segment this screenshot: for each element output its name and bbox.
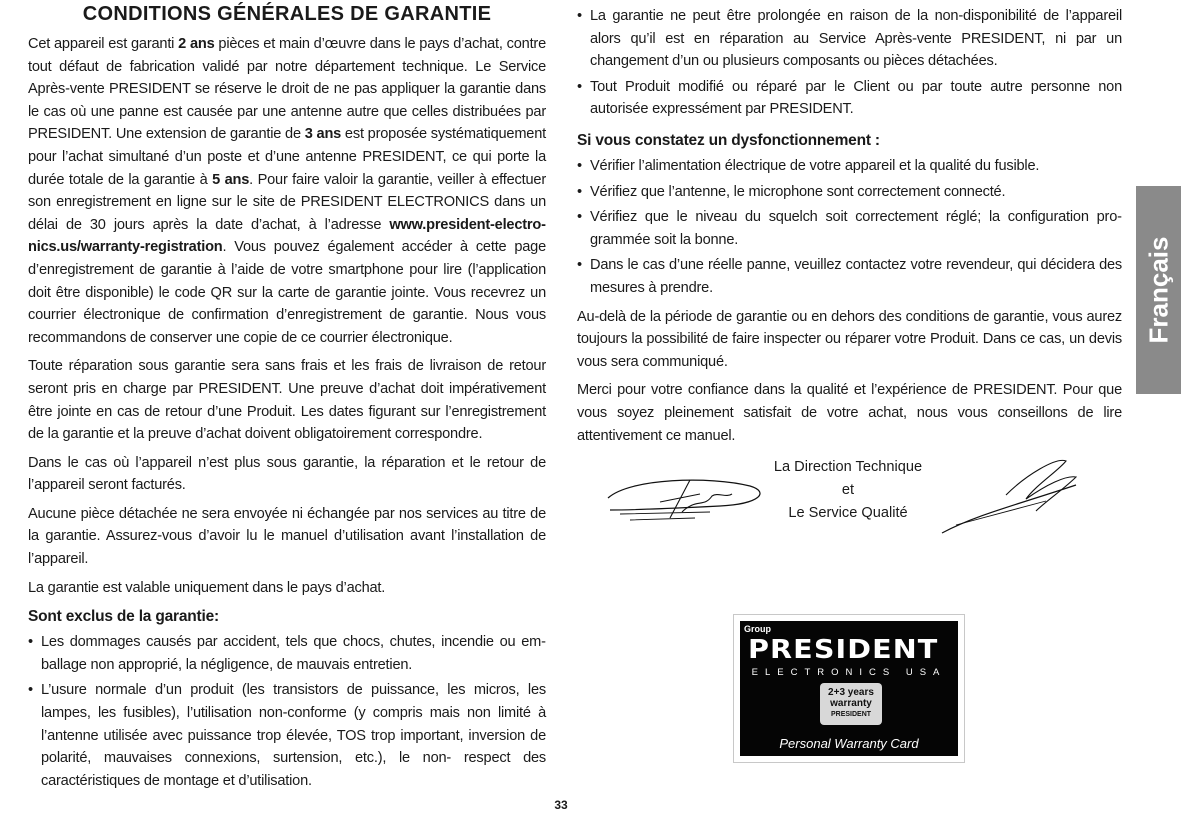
list-item: • La garantie ne peut être prolongée en raison de la non-disponibilité de l’appareil alors qu’il est en réparation au Service Après-vente PRESIDENT, ni par un changement d’un ou plusieurs composants ou pièces détachées.	[577, 5, 1122, 73]
troubleshoot-heading: Si vous constatez un dysfonctionnement :	[577, 131, 880, 149]
badge-line: warranty	[830, 698, 872, 709]
page-number: 33	[554, 798, 568, 812]
text-run: pièces et main d’œuvre dans le pays d’achat, contre tout défaut de fabrication validé par notre département technique. Le Service Après-vente PRESIDENT se réserve le droit de ne pas appliquer la garantie dans le cas où une panne est causée par une antenne autre que celles distribuées par PRESIDENT. Une extension de garantie de	[28, 36, 546, 143]
badge-line: PRESIDENT	[830, 711, 872, 718]
list-item: • Dans le cas d’une réelle panne, veuillez contactez votre revendeur, qui décidera des mesures à prendre.	[577, 254, 1122, 299]
text-run: . Pour faire valoir la garantie, veiller à effectuer son enregistrement en ligne sur le site de PRESIDENT ELECTRONICS dans un délai de 30 jours après la date d’achat, à l’adresse	[28, 171, 546, 233]
bold-run: 3 ans	[304, 126, 342, 143]
list-item: • Tout Produit modifié ou réparé par le Client ou par toute autre personne non autorisée expressément par PRESIDENT.	[577, 76, 1122, 121]
warranty-card	[740, 621, 958, 756]
list-item: • Vérifiez que l’antenne, le microphone sont correctement connecté.	[577, 181, 1122, 204]
right-column	[577, 0, 1122, 453]
list-item: • Vérifiez que le niveau du squelch soit correctement réglé; la configuration programmée soit la bonne.	[577, 206, 1122, 251]
bold-run: 5 ans	[212, 171, 250, 188]
registration-url[interactable]: www.president-electronics.us/warranty-registration	[28, 216, 546, 256]
badge-line: 2+3 years	[828, 687, 874, 698]
text-run: Cet appareil est garanti	[28, 36, 179, 52]
left-column	[28, 0, 546, 798]
warranty-card-image	[733, 614, 965, 763]
text-run: . Vous pouvez également accéder à cette page d’enregistrement de garantie à l’aide de votre smartphone pour lire (l’application doit être disponible) le code QR sur la carte de garantie jointe. Vous recevrez un courrier électronique de confirmation d’enregistrement de garantie. Nous vous recommandons de conserver une copie de ce courrier électronique.	[28, 239, 546, 346]
spare-parts-paragraph: Aucune pièce détachée ne sera envoyée ni échangée par nos services au titre de la garantie. Assurez-vous d’avoir lu le manuel d’utilisation avant l’installation de l’appareil.	[28, 505, 546, 568]
language-label: Français	[1143, 236, 1173, 344]
out-of-warranty-paragraph: Dans le cas où l’appareil n’est plus sous garantie, la réparation et le retour de l’appareil seront facturés.	[28, 454, 546, 494]
list-item: • Les dommages causés par accident, tels que chocs, chutes, incendie ou emballage non approprié, la négligence, de mauvais entretien.	[28, 631, 546, 676]
signoff-line: La Direction Technique	[773, 459, 923, 475]
troubleshoot-list	[577, 155, 1122, 300]
warranty-badge	[820, 683, 882, 725]
signoff-line: et	[841, 482, 855, 498]
exclusions-list	[28, 631, 546, 792]
card-group-label: Group	[744, 624, 771, 634]
signoff-line: Le Service Qualité	[788, 505, 908, 521]
country-paragraph: La garantie est valable uniquement dans le pays d’achat.	[28, 579, 386, 596]
page-title: CONDITIONS GÉNÉRALES DE GARANTIE	[82, 3, 492, 25]
thanks-paragraph: Merci pour votre confiance dans la qualité et l’expérience de PRESIDENT. Pour que vous soyez pleinement satisfait de votre achat, nous vous conseillons de lire attentivement ce manuel.	[577, 382, 1122, 444]
list-item: • Vérifier l’alimentation électrique de votre appareil et la qualité du fusible.	[577, 155, 1122, 178]
after-warranty-paragraph: Au-delà de la période de garantie ou en dehors des conditions de garantie, vous aurez toujours la possibilité de faire inspecter ou réparer votre Produit. Dans ce cas, un devis vous sera communiqué.	[577, 308, 1122, 370]
warranty-paragraph	[28, 33, 546, 349]
bold-run: 2 ans	[178, 36, 215, 52]
signature-block	[740, 456, 956, 525]
signature-right-icon	[936, 455, 1086, 539]
brand-subtitle: ELECTRONICS USA	[751, 667, 947, 678]
repair-paragraph: Toute réparation sous garantie sera sans frais et les frais de livraison de retour seront pris en charge par PRESIDENT. Une preuve d’achat doit impérativement être jointe en cas de retour d’une Produit. Les dates figurant sur l’enregistrement de la garantie et la preuve d’achat doivent obligatoirement correspondre.	[28, 358, 546, 443]
exclusions-continued-list	[577, 5, 1122, 121]
brand-logo: PRESIDENT	[748, 635, 939, 665]
card-caption: Personal Warranty Card	[779, 736, 919, 751]
text-run: est proposée systématiquement pour l’achat simultané d’un poste et d’une antenne PRESIDENT, ce qui porte la durée totale de la garantie à	[28, 126, 546, 188]
exclusions-heading: Sont exclus de la garantie:	[28, 608, 219, 626]
language-tab	[1136, 186, 1181, 394]
list-item: • L’usure normale d’un produit (les transistors de puissance, les micros, les lampes, les fusibles), l’utilisation non-conforme (y compris mais non limité à l’antenne utilisée avec puissance trop élevée, TOS trop important, inversion de polarité, mauvaises connexions, surtension, etc.), le non- respect des caractéristiques de montage et d’utilisation.	[28, 679, 546, 792]
